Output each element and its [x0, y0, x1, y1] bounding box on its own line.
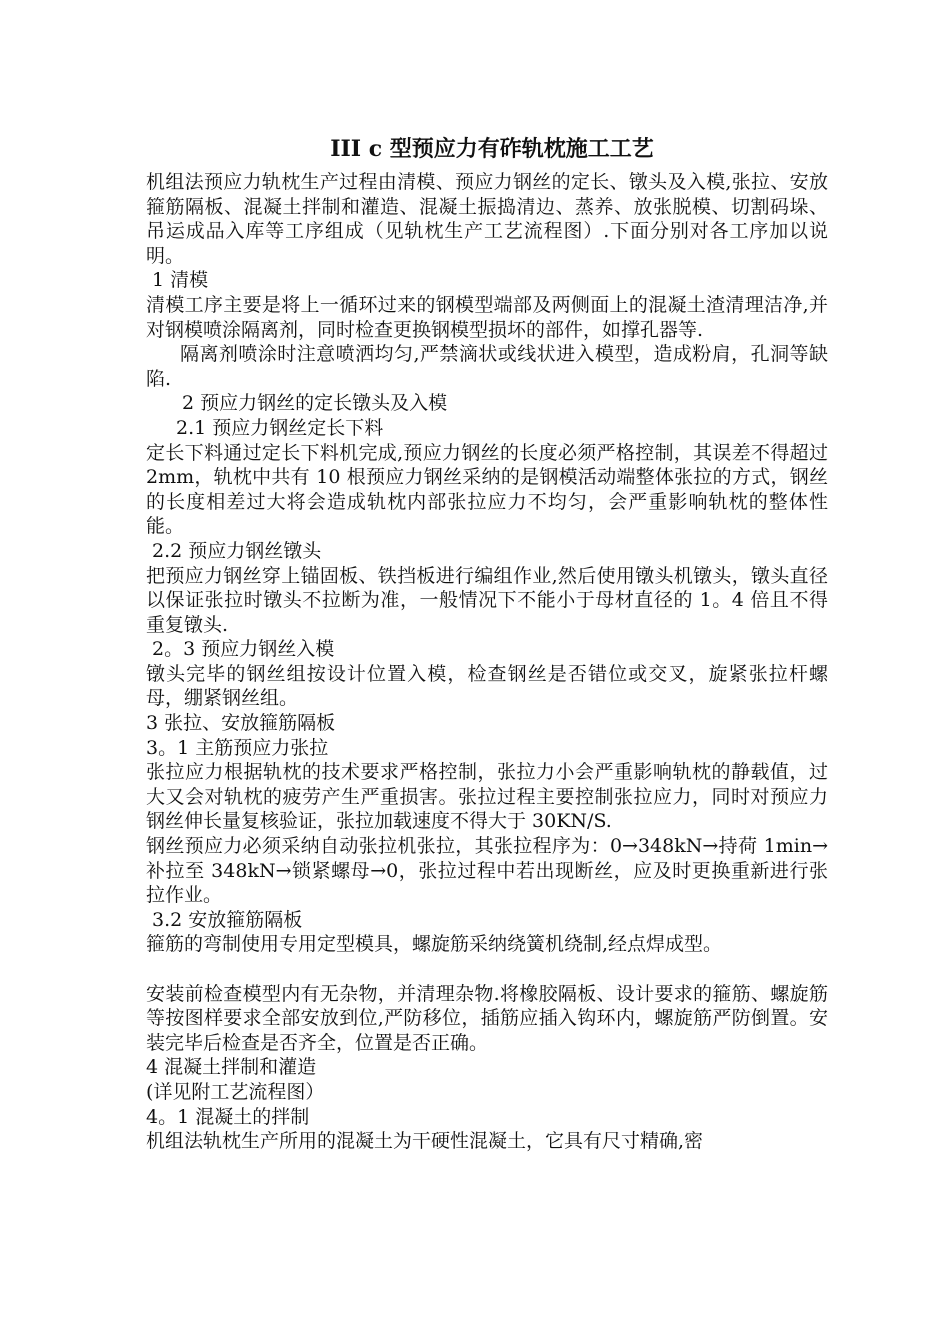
section-heading: (详见附工艺流程图） [146, 1080, 325, 1103]
section-heading: 2.2 预应力钢丝镦头 [152, 539, 322, 562]
blank-line [146, 957, 828, 982]
paragraph: 清模工序主要是将上一循环过来的钢模型端部及两侧面上的混凝土渣清理洁净,并对钢模喷涂隔离剂，同时检查更换钢模型损坏的部件，如撑孔器等. [146, 293, 828, 341]
section-heading: 1 清模 [152, 269, 209, 292]
paragraph: 机组法预应力轨枕生产过程由清模、预应力钢丝的定长、镦头及入模,张拉、安放箍筋隔板、混凝土拌制和灌造、混凝土振捣清边、蒸养、放张脱模、切割码垛、吊运成品入库等工序组成（见轨枕生产工艺流程图）.下面分别对各工序加以说明。 [146, 171, 828, 267]
section-heading: 4。1 混凝土的拌制 [146, 1105, 310, 1128]
section-heading: 2 预应力钢丝的定长镦头及入模 [182, 392, 448, 415]
section-heading: 3 张拉、安放箍筋隔板 [146, 712, 336, 735]
paragraph: 箍筋的弯制使用专用定型模具，螺旋筋采纳绕簧机绕制,经点焊成型。 [146, 933, 723, 956]
paragraph: 安装前检查模型内有无杂物，并清理杂物.将橡胶隔板、设计要求的箍筋、螺旋筋等按图样要求全部安放到位,严防移位，插筋应插入钩环内，螺旋筋严防倒置。安装完毕后检查是否齐全，位置是否正确。 [146, 982, 828, 1054]
document-page [146, 132, 828, 1154]
paragraph: 张拉应力根据轨枕的技术要求严格控制，张拉力小会严重影响轨枕的静载值，过大又会对轨枕的疲劳产生严重损害。张拉过程主要控制张拉应力，同时对预应力钢丝伸长量复核验证，张拉加载速度不得大于 30KN/S. [146, 761, 828, 833]
section-heading: 4 混凝土拌制和灌造 [146, 1056, 317, 1079]
paragraph: 镦头完毕的钢丝组按设计位置入模，检查钢丝是否错位或交叉，旋紧张拉杆螺母，绷紧钢丝组。 [146, 662, 828, 710]
paragraph: 把预应力钢丝穿上锚固板、铁挡板进行编组作业,然后使用镦头机镦头，镦头直径以保证张拉时镦头不拉断为准，一般情况下不能小于母材直径的 1。4 倍且不得重复镦头. [146, 564, 828, 636]
document-title: III c 型预应力有砟轨枕施工工艺 [330, 136, 654, 162]
section-heading: 2。3 预应力钢丝入模 [152, 638, 335, 661]
section-heading: 3.2 安放箍筋隔板 [152, 908, 303, 931]
paragraph: 机组法轨枕生产所用的混凝土为干硬性混凝土，它具有尺寸精确,密 [146, 1130, 704, 1153]
section-heading: 3。1 主筋预应力张拉 [146, 736, 329, 759]
paragraph: 定长下料通过定长下料机完成,预应力钢丝的长度必须严格控制，其误差不得超过 2mm，轨枕中共有 10 根预应力钢丝采纳的是钢模活动端整体张拉的方式，钢丝的长度相差过大将会造成轨枕内部张拉应力不均匀，会严重影响轨枕的整体性能。 [146, 441, 828, 538]
section-heading: 2.1 预应力钢丝定长下料 [176, 416, 384, 439]
paragraph: 钢丝预应力必须采纳自动张拉机张拉，其张拉程序为：0→348kN→持荷 1min→补拉至 348kN→锁紧螺母→0，张拉过程中若出现断丝，应及时更换重新进行张拉作业。 [146, 835, 828, 907]
paragraph: 隔离剂喷涂时注意喷洒均匀,严禁滴状或线状进入模型，造成粉肩，孔洞等缺陷. [146, 343, 828, 390]
document-body [146, 170, 828, 1154]
